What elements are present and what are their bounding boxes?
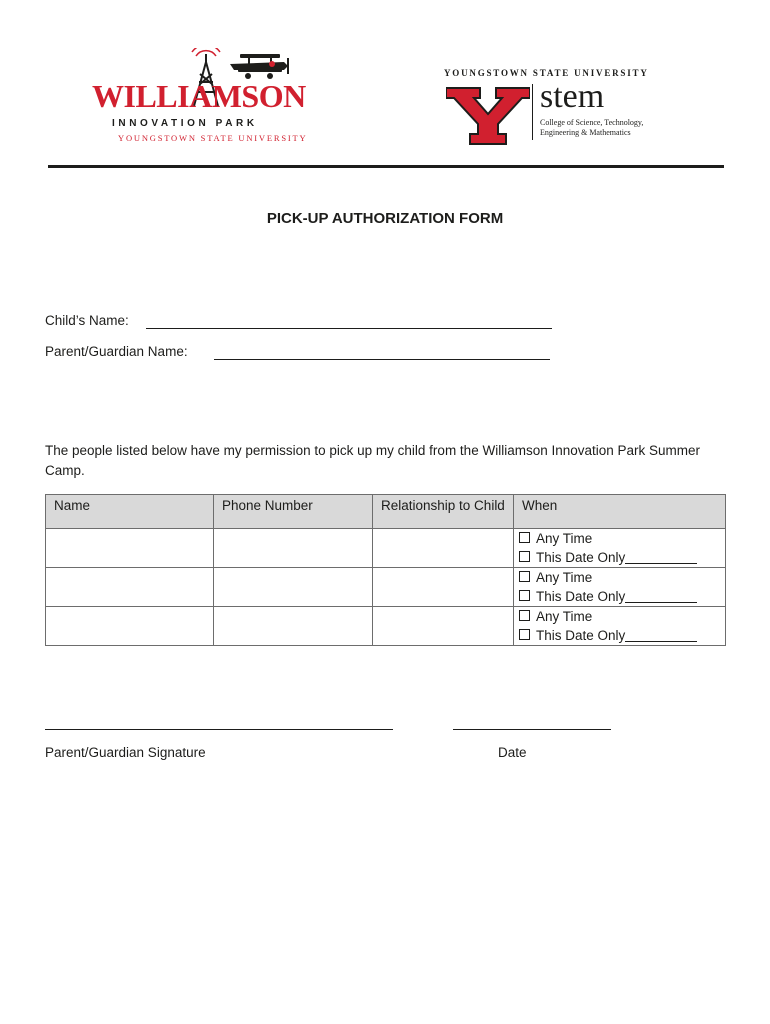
relationship-cell[interactable] — [373, 529, 514, 568]
child-name-field[interactable] — [146, 328, 552, 329]
ysu-name: YOUNGSTOWN STATE UNIVERSITY — [444, 68, 649, 78]
stem-wordmark: stem — [540, 78, 605, 115]
name-cell[interactable] — [46, 607, 214, 646]
relationship-column-header: Relationship to Child — [373, 495, 514, 529]
header-divider — [48, 165, 724, 168]
table-row — [46, 529, 726, 568]
college-text: College of Science, Technology, Engineering & Mathematics — [540, 118, 644, 137]
permission-statement: The people listed below have my permission to pick up my child from the Williamson Innovation Park Summer Camp. — [45, 443, 701, 478]
date-field[interactable] — [453, 729, 611, 730]
date-blank[interactable] — [625, 551, 697, 564]
parent-name-label: Parent/Guardian Name: — [45, 344, 188, 359]
any-time-checkbox[interactable] — [519, 532, 530, 543]
this-date-label: This Date Only — [536, 550, 626, 565]
relationship-cell[interactable] — [373, 607, 514, 646]
signature-label: Parent/Guardian Signature — [45, 745, 206, 760]
phone-cell[interactable] — [214, 568, 373, 607]
form-title: PICK-UP AUTHORIZATION FORM — [266, 210, 504, 227]
relationship-cell[interactable] — [373, 568, 514, 607]
any-time-label: Any Time — [536, 609, 593, 624]
ysu-stem-logo — [440, 68, 680, 148]
name-cell[interactable] — [46, 529, 214, 568]
any-time-label: Any Time — [536, 570, 593, 585]
williamson-university-text: YOUNGSTOWN STATE UNIVERSITY — [118, 133, 308, 143]
any-time-checkbox[interactable] — [519, 571, 530, 582]
williamson-wordmark: WILLIAMSON — [92, 78, 306, 114]
this-date-checkbox[interactable] — [519, 629, 530, 640]
name-column-header: Name — [46, 495, 214, 529]
phone-column-header: Phone Number — [214, 495, 373, 529]
child-name-label: Child’s Name: — [45, 313, 129, 328]
phone-cell[interactable] — [214, 529, 373, 568]
table-header-row — [46, 495, 726, 529]
any-time-label: Any Time — [536, 531, 593, 546]
date-blank[interactable] — [625, 629, 697, 642]
this-date-label: This Date Only — [536, 628, 626, 643]
this-date-checkbox[interactable] — [519, 590, 530, 601]
logo-divider — [532, 84, 533, 140]
name-cell[interactable] — [46, 568, 214, 607]
date-blank[interactable] — [625, 590, 697, 603]
any-time-checkbox[interactable] — [519, 610, 530, 621]
this-date-checkbox[interactable] — [519, 551, 530, 562]
when-cell — [514, 529, 726, 568]
this-date-label: This Date Only — [536, 589, 626, 604]
table-row — [46, 568, 726, 607]
phone-cell[interactable] — [214, 607, 373, 646]
date-label: Date — [498, 745, 527, 760]
authorized-pickup-table — [45, 494, 726, 646]
signature-field[interactable] — [45, 729, 393, 730]
parent-name-field[interactable] — [214, 359, 550, 360]
innovation-park-text: INNOVATION PARK — [112, 118, 258, 129]
table-row — [46, 607, 726, 646]
when-column-header: When — [514, 495, 726, 529]
when-cell — [514, 607, 726, 646]
williamson-logo — [88, 48, 324, 148]
ysu-y-mark-icon — [446, 86, 530, 146]
when-cell — [514, 568, 726, 607]
